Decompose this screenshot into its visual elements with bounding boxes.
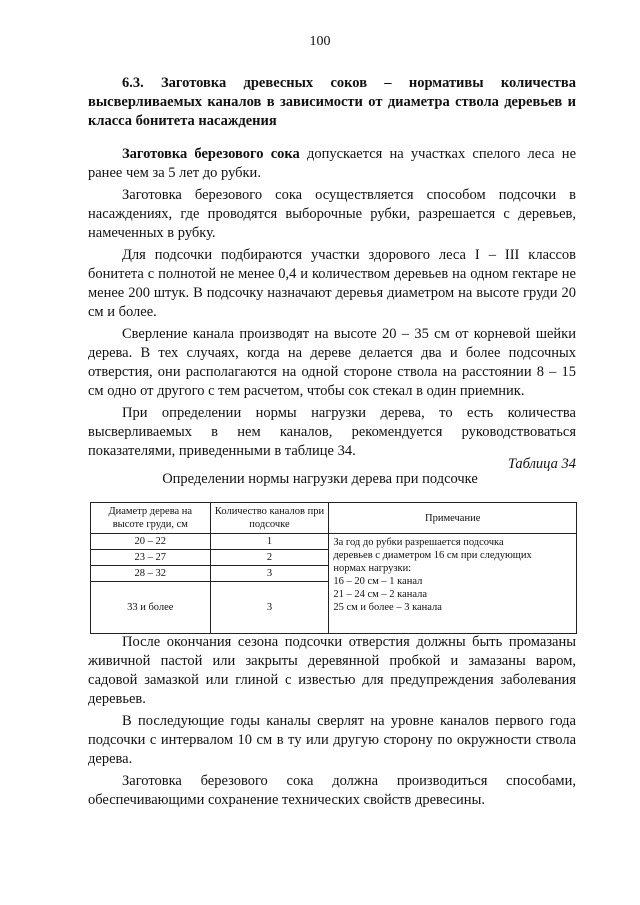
header-note: Примечание — [329, 503, 577, 534]
table-header-row — [91, 503, 577, 534]
section-number: 6.3. — [122, 75, 144, 91]
section-title: Заготовка древесных соков – нормативы количества высверливаемых каналов в зависимости от диаметра ствола деревьев и класса бонитета насаждения — [88, 75, 576, 129]
paragraph — [88, 145, 576, 183]
table-row — [91, 534, 577, 550]
body-text-bottom — [88, 633, 576, 813]
paragraph-bold-lead: Заготовка березового сока — [122, 146, 300, 162]
section-heading — [88, 74, 576, 131]
paragraph: Сверление канала производят на высоте 20 – 35 см от корневой шейки дерева. В тех случаях, когда на дереве делается два и более подсочных отверстия, они располагаются на одной стороне ствола на расстоянии 8 – 15 см одно от другого с тем расчетом, чтобы сок стекал в один приемник. — [88, 326, 576, 399]
cell-diameter: 20 – 22 — [91, 534, 211, 550]
note-line: 16 – 20 см – 1 канал — [333, 576, 423, 587]
cell-diameter: 23 – 27 — [91, 550, 211, 566]
paragraph: Для подсочки подбираются участки здорового леса I – III классов бонитета с полнотой не менее 0,4 и количеством деревьев на одном гектаре не менее 200 штук. В подсочку назначают деревья диаметром на высоте груди 20 см и более. — [88, 247, 576, 320]
cell-channels: 1 — [210, 534, 329, 550]
cell-channels: 2 — [210, 550, 329, 566]
paragraph: При определении нормы нагрузки дерева, то есть количества высверливаемых в нем каналов, рекомендуется руководствоваться показателями, приведенными в таблице 34. — [88, 405, 576, 459]
paragraph: Заготовка березового сока должна производиться способами, обеспечивающими сохранение технических свойств древесины. — [88, 773, 576, 808]
body-text-top — [88, 145, 576, 464]
cell-diameter: 28 – 32 — [91, 566, 211, 582]
paragraph: Заготовка березового сока осуществляется способом подсочки в насаждениях, где проводятся выборочные рубки, разрешается с деревьев, намеченных в рубку. — [88, 187, 576, 241]
note-line: 21 – 24 см – 2 канала — [333, 589, 428, 600]
paragraph-text: допускается на участках спелого леса не ранее чем за 5 лет до рубки. — [88, 146, 577, 181]
header-diameter: Диаметр дерева на высоте груди, см — [91, 503, 211, 534]
cell-diameter: 33 и более — [91, 582, 211, 634]
note-line: деревьев с диаметром 16 см при следующих — [333, 550, 532, 561]
table-title: Определении нормы нагрузки дерева при подсочке — [162, 471, 478, 487]
paragraph: В последующие годы каналы сверлят на уровне каналов первого года подсочки с интервалом 10 см в ту или другую сторону по окружности ствола дерева. — [88, 713, 576, 767]
cell-channels: 3 — [210, 582, 329, 634]
cell-channels: 3 — [210, 566, 329, 582]
paragraph: После окончания сезона подсочки отверстия должны быть промазаны живичной пастой или закрыты деревянной пробкой и замазаны варом, садовой замазкой или глиной с известью для предупреждения заболевания деревьев. — [88, 634, 576, 707]
note-line: 25 см и более – 3 канала — [333, 602, 442, 613]
note-line: За год до рубки разрешается подсочка — [333, 537, 504, 548]
data-table — [90, 502, 577, 634]
header-channels: Количество каналов при подсочке — [210, 503, 329, 534]
page-number: 100 — [309, 34, 331, 49]
note-line: нормах нагрузки: — [333, 563, 412, 574]
cell-note — [329, 534, 577, 634]
table-label: Таблица 34 — [507, 456, 576, 472]
